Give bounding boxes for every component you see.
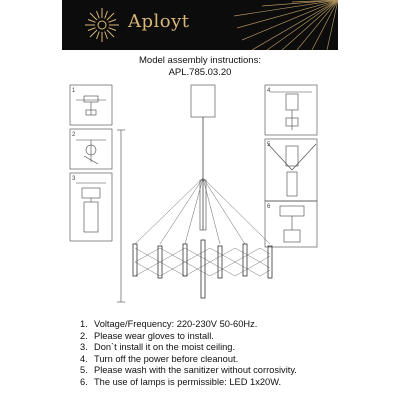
brand-logo-text: Aployt xyxy=(128,11,190,32)
step-box-6 xyxy=(265,201,317,247)
step-number-3: 3 xyxy=(72,176,76,182)
instruction-item: 5. Please wash with the sanitizer without corrosivity. xyxy=(80,365,297,376)
step-number-1: 1 xyxy=(72,88,76,94)
page-title: Model assembly instructions: xyxy=(139,55,261,66)
sunburst-icon xyxy=(82,5,122,45)
brand-banner xyxy=(62,0,338,50)
assembly-drawing xyxy=(0,80,400,315)
ceiling-canopy xyxy=(191,85,215,117)
step-number-5: 5 xyxy=(267,142,271,148)
instruction-item: 3. Don`t install it on the moist ceiling. xyxy=(80,342,236,353)
instruction-item: 6. The use of lamps is permissible: LED 1x20W. xyxy=(80,376,282,387)
instruction-item: 4. Turn off the power before cleanout. xyxy=(80,353,239,364)
step-number-2: 2 xyxy=(72,132,76,138)
step-box-5 xyxy=(265,139,317,201)
model-number: APL.785.03.20 xyxy=(168,67,232,78)
instruction-item: 2. Please wear gloves to install. xyxy=(80,330,214,341)
step-number-4: 4 xyxy=(267,88,271,94)
instruction-item: 1. Voltage/Frequency: 220-230V 50-60Hz. xyxy=(80,319,258,329)
instructions-list xyxy=(80,319,297,389)
step-number-6: 6 xyxy=(267,204,271,210)
